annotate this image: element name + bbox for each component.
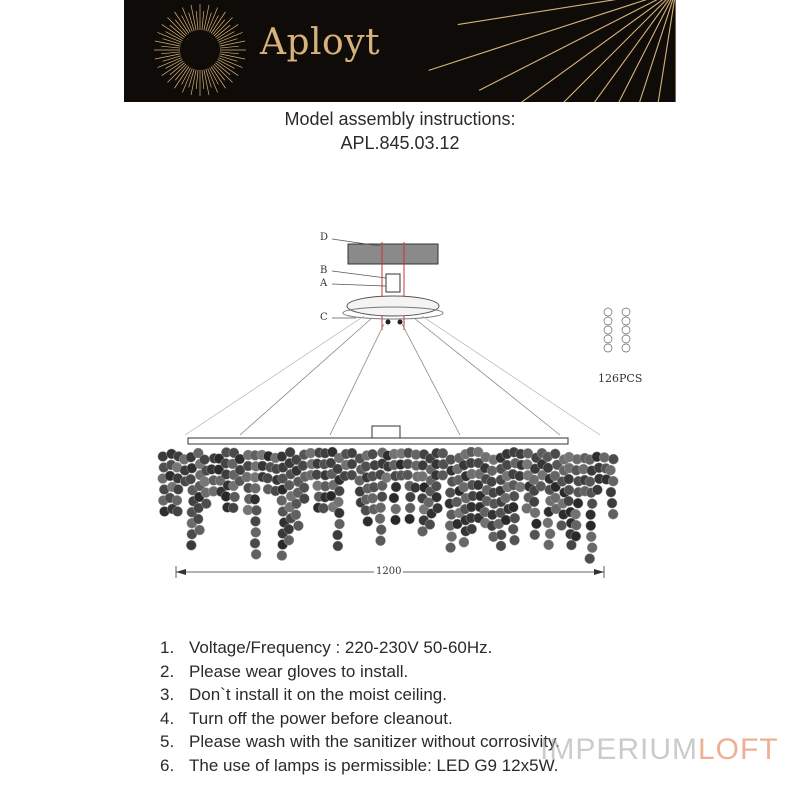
crystal-ball — [335, 519, 345, 529]
crystal-ball — [487, 477, 497, 487]
crystal-ball — [536, 481, 546, 491]
crystal-ball — [195, 525, 205, 535]
crystal-ball — [531, 519, 541, 529]
crystal-ball — [510, 513, 520, 523]
sunburst-ray — [161, 52, 180, 54]
crystal-ball — [438, 470, 448, 480]
crystal-ball — [284, 480, 294, 490]
sunburst-ray — [162, 24, 184, 38]
sample-crystal — [604, 317, 612, 325]
crystal-ball — [333, 497, 343, 507]
instruction-item: 6. The use of lamps is permissible: LED G9 12x5W. — [160, 755, 559, 775]
crystal-ball — [571, 509, 581, 519]
crystal-ball — [251, 527, 261, 537]
sunburst-ray — [174, 67, 188, 89]
instruction-item: 5. Please wash with the sanitizer without corrosivity. — [160, 732, 561, 751]
brand-banner — [124, 0, 676, 102]
mounting-bracket — [386, 274, 400, 292]
crystal-ball — [361, 461, 371, 471]
crystal-ball — [515, 482, 525, 492]
crystal-ball — [501, 515, 511, 525]
crystal-ball — [250, 483, 260, 493]
crystal-ball — [530, 530, 540, 540]
sunburst-ray — [220, 46, 239, 48]
crystal-ball — [200, 477, 210, 487]
crystal-ball — [467, 524, 477, 534]
crystal-ball — [333, 541, 343, 551]
sunburst-ray — [162, 61, 184, 75]
brand-name: Aployt — [260, 22, 381, 63]
crystal-ball — [571, 520, 581, 530]
sunburst-ray — [174, 12, 188, 34]
instruction-item: 3. Don`t install it on the moist ceiling. — [160, 685, 447, 704]
sunburst-ray — [191, 70, 196, 96]
crystal-ball — [571, 531, 581, 541]
crystal-ball — [608, 476, 618, 486]
sunburst-ray — [596, 0, 673, 102]
sunburst-icon — [124, 0, 676, 102]
frame-bar — [188, 438, 568, 444]
sample-crystal — [622, 308, 630, 316]
driver-box — [372, 426, 400, 438]
sunburst-ray — [217, 61, 239, 75]
sample-crystal — [622, 344, 630, 352]
crystal-ball — [585, 554, 595, 564]
label-b: B — [320, 265, 328, 276]
sample-crystal — [622, 317, 630, 325]
crystal-ball — [293, 521, 303, 531]
crystal-ball — [606, 487, 616, 497]
sunburst-ray — [196, 11, 198, 30]
crystal-ball — [319, 503, 329, 513]
crystal-ball — [509, 491, 519, 501]
crystal-ball — [508, 502, 518, 512]
sunburst-ray — [202, 70, 204, 89]
instruction-item: 2. Please wear gloves to install. — [160, 661, 409, 681]
sunburst-ray — [167, 17, 185, 35]
crystal-ball — [173, 484, 183, 494]
sunburst-ray — [204, 70, 209, 96]
crystal-ball — [545, 529, 555, 539]
crystal-ball — [173, 506, 183, 516]
crystal-ball — [587, 499, 597, 509]
crystal-ball — [586, 532, 596, 542]
crystal-ball — [363, 516, 373, 526]
crystal-ball — [496, 530, 506, 540]
watermark: IMPERIUMLOFT — [540, 733, 779, 766]
sunburst-ray — [161, 46, 180, 48]
crystal-ball — [368, 449, 378, 459]
crystal-strands — [158, 447, 619, 564]
crystal-ball — [592, 485, 602, 495]
chandelier-diagram — [0, 220, 800, 590]
crystal-ball — [263, 473, 273, 483]
crystal-ball — [530, 508, 540, 518]
crystal-ball — [250, 538, 260, 548]
crystal-ball — [608, 509, 618, 519]
crystal-ball — [277, 496, 287, 506]
label-d: D — [320, 232, 329, 243]
sunburst-ray — [204, 5, 209, 31]
crystal-ball — [251, 505, 261, 515]
sunburst-ray — [155, 54, 181, 59]
crystal-ball — [172, 495, 182, 505]
crystal-ball — [334, 486, 344, 496]
sunburst-ray — [220, 54, 246, 59]
crystal-ball — [586, 510, 596, 520]
sunburst-ray — [211, 67, 225, 89]
crystal-ball — [544, 540, 554, 550]
crystal-ball — [193, 514, 203, 524]
crystal-count: 126PCS — [598, 372, 643, 385]
sunburst-ray — [217, 24, 239, 38]
crystal-ball — [251, 549, 261, 559]
crystal-ball — [564, 496, 574, 506]
crystal-ball — [390, 515, 400, 525]
crystal-ball — [564, 485, 574, 495]
crystal-ball — [586, 521, 596, 531]
sunburst-ray — [466, 0, 668, 102]
crystal-ball — [299, 483, 309, 493]
crystal-ball — [228, 503, 238, 513]
crystal-ball — [607, 498, 617, 508]
crystal-ball — [585, 477, 595, 487]
crystal-sample — [604, 308, 630, 352]
sunburst-ray — [211, 12, 225, 34]
crystal-ball — [445, 488, 455, 498]
crystal-ball — [446, 543, 456, 553]
crystal-ball — [376, 503, 386, 513]
crystal-ball — [391, 482, 401, 492]
crystal-ball — [284, 524, 294, 534]
instruction-item: 4. Turn off the power before cleanout. — [160, 708, 453, 728]
sample-crystal — [622, 335, 630, 343]
crystal-ball — [391, 504, 401, 514]
crystal-ball — [573, 498, 583, 508]
crystal-ball — [250, 494, 260, 504]
crystal-ball — [334, 508, 344, 518]
sunburst-ray — [220, 52, 239, 54]
crystal-ball — [529, 497, 539, 507]
crystal-ball — [587, 543, 597, 553]
crystal-ball — [543, 463, 553, 473]
crystal-ball — [566, 540, 576, 550]
crystal-ball — [405, 492, 415, 502]
crystal-ball — [230, 492, 240, 502]
width-dimension: 1200 — [376, 566, 402, 577]
crystal-ball — [377, 492, 387, 502]
crystal-ball — [200, 455, 210, 465]
crystal-ball — [432, 492, 442, 502]
crystal-ball — [543, 518, 553, 528]
crystal-ball — [501, 493, 511, 503]
model-number: APL.845.03.12 — [340, 133, 460, 153]
crystal-ball — [608, 454, 618, 464]
crystal-ball — [201, 499, 211, 509]
crystal-ball — [599, 452, 609, 462]
crystal-ball — [376, 536, 386, 546]
crystal-ball — [508, 524, 518, 534]
sample-crystal — [622, 326, 630, 334]
crystal-ball — [375, 514, 385, 524]
sunburst-ray — [155, 41, 181, 46]
crystal-ball — [298, 461, 308, 471]
label-c: C — [320, 312, 328, 323]
sunburst-ray — [191, 5, 196, 31]
crystal-ball — [250, 516, 260, 526]
crystal-ball — [376, 525, 386, 535]
crystal-ball — [452, 497, 462, 507]
lower-plate — [347, 296, 439, 316]
crystal-ball — [368, 493, 378, 503]
crystal-ball — [333, 530, 343, 540]
sunburst-ray — [196, 70, 198, 89]
crystal-ball — [438, 448, 448, 458]
crystal-ball — [186, 540, 196, 550]
crystal-ball — [557, 520, 567, 530]
crystal-ball — [433, 503, 443, 513]
crystal-ball — [299, 494, 309, 504]
ceiling-canopy — [348, 244, 438, 264]
crystal-ball — [403, 470, 413, 480]
sunburst-ray — [202, 11, 204, 30]
crystal-ball — [405, 514, 415, 524]
crystal-ball — [606, 465, 616, 475]
sunburst-ray — [167, 64, 185, 82]
sample-crystal — [604, 308, 612, 316]
crystal-ball — [447, 532, 457, 542]
sunburst-ray — [214, 17, 232, 35]
crystal-ball — [186, 474, 196, 484]
sample-crystal — [604, 326, 612, 334]
crystal-ball — [487, 466, 497, 476]
crystal-ball — [431, 481, 441, 491]
crystal-ball — [425, 520, 435, 530]
crystal-ball — [291, 510, 301, 520]
crystal-ball — [564, 474, 574, 484]
sample-crystal — [604, 344, 612, 352]
sunburst-ray — [220, 41, 246, 46]
crystal-ball — [284, 535, 294, 545]
crystal-ball — [459, 537, 469, 547]
instructions-list — [160, 636, 560, 777]
crystal-ball — [277, 551, 287, 561]
crystal-ball — [410, 483, 420, 493]
crystal-ball — [389, 493, 399, 503]
document-title: Model assembly instructions: — [284, 109, 516, 129]
crystal-ball — [510, 535, 520, 545]
label-a: A — [320, 278, 328, 289]
sunburst-ray — [214, 64, 232, 82]
sample-crystal — [604, 335, 612, 343]
crystal-ball — [405, 503, 415, 513]
crystal-ball — [550, 449, 560, 459]
crystal-ball — [382, 473, 392, 483]
crystal-ball — [446, 455, 456, 465]
crystal-ball — [496, 541, 506, 551]
instruction-item: 1. Voltage/Frequency : 220-230V 50-60Hz. — [160, 638, 493, 657]
